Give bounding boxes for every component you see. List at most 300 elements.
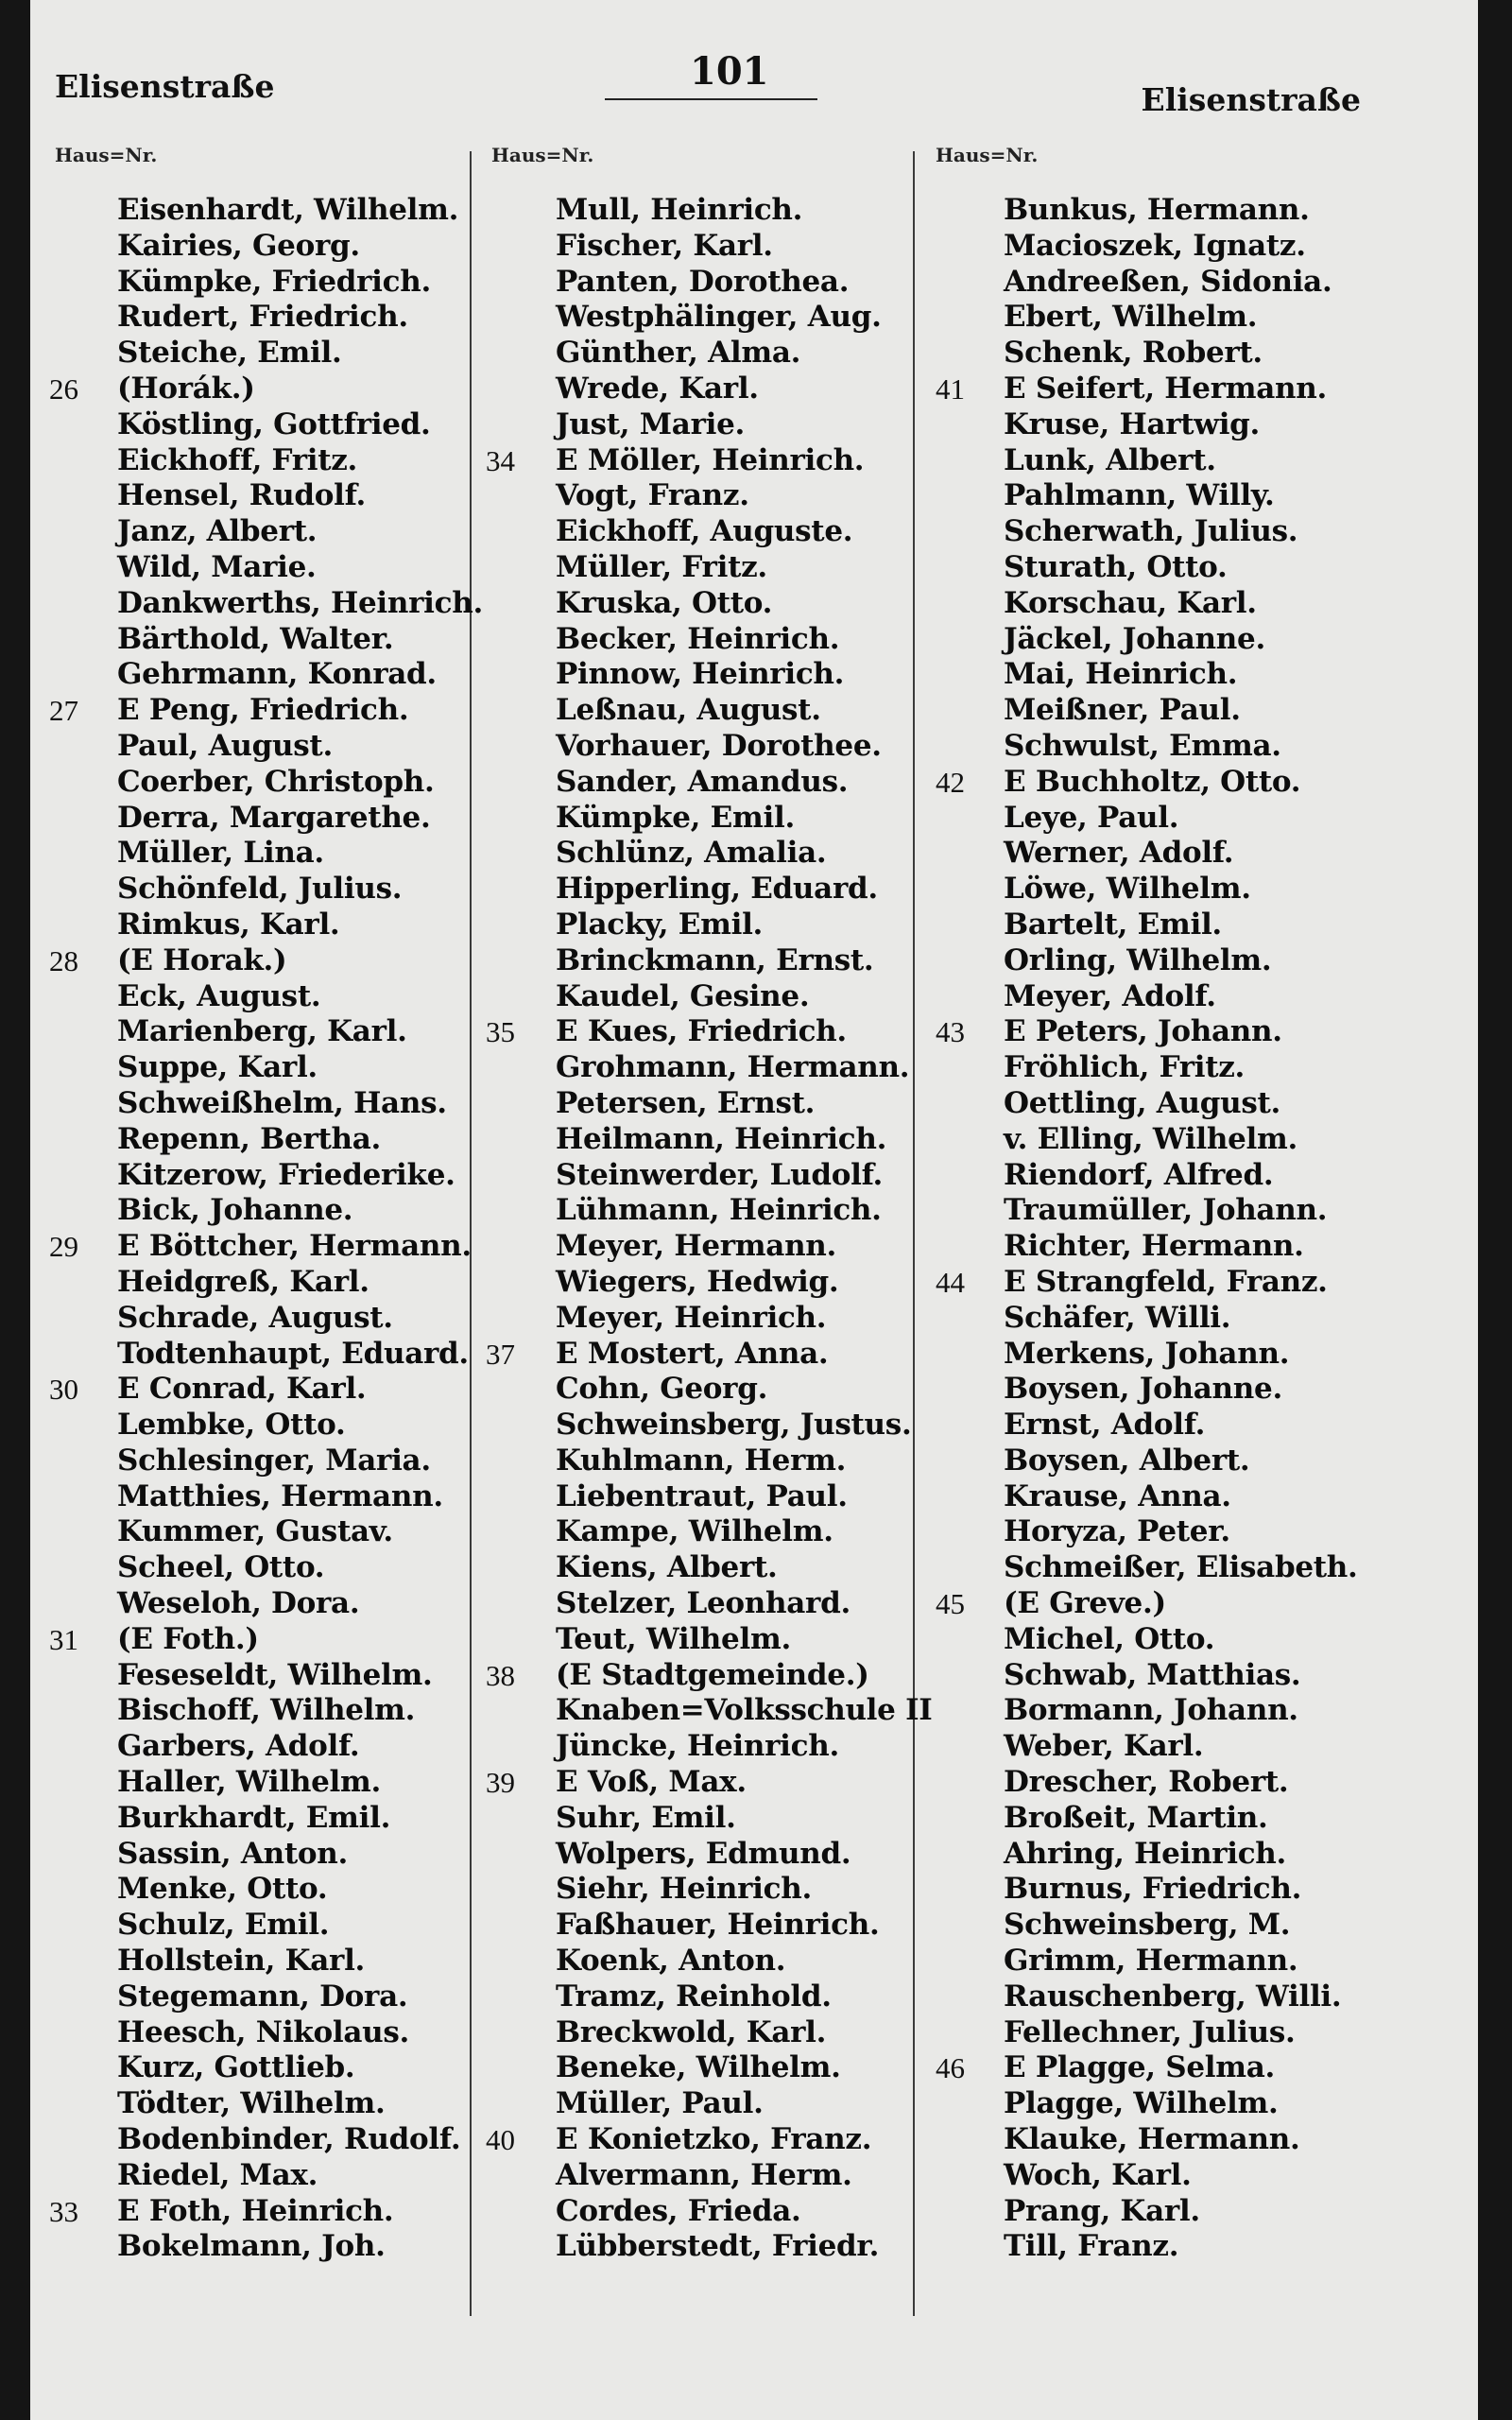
directory-entry (486, 265, 920, 301)
directory-entry (486, 514, 920, 550)
resident-name: Heesch, Nikolaus. (117, 2014, 410, 2049)
directory-entry (486, 1301, 920, 1337)
house-number: 43 (936, 1015, 965, 1049)
resident-name: Jäckel, Johanne. (1004, 621, 1265, 656)
resident-name: (E Foth.) (117, 1621, 259, 1656)
directory-entry (486, 908, 920, 943)
resident-name: Merkens, Johann. (1004, 1336, 1290, 1371)
resident-name: Coerber, Christoph. (117, 764, 435, 799)
directory-entry (486, 586, 920, 622)
resident-name: Boysen, Albert. (1004, 1443, 1250, 1478)
resident-name: Michel, Otto. (1004, 1621, 1215, 1656)
resident-name: Bischoff, Wilhelm. (117, 1693, 416, 1728)
house-number: 41 (936, 372, 965, 406)
house-number: 42 (936, 765, 965, 799)
directory-entry (49, 1765, 470, 1801)
resident-name: Tödter, Wilhelm. (117, 2086, 386, 2121)
directory-entry (49, 1586, 470, 1622)
directory-entry (936, 1193, 1380, 1229)
directory-entry (936, 729, 1380, 765)
resident-name: Gehrmann, Konrad. (117, 657, 437, 692)
directory-entry (486, 1514, 920, 1550)
resident-name: Schenk, Robert. (1004, 336, 1263, 371)
resident-name: Garbers, Adolf. (117, 1729, 360, 1764)
resident-name: Kruska, Otto. (556, 585, 773, 620)
resident-name: Pahlmann, Willy. (1004, 478, 1275, 513)
directory-entry (49, 872, 470, 908)
resident-name: E Böttcher, Hermann. (117, 1229, 472, 1264)
resident-name: Brinckmann, Ernst. (556, 942, 874, 977)
directory-entry (936, 657, 1380, 693)
directory-entry (936, 1979, 1380, 2015)
directory-entry (486, 229, 920, 265)
directory-entry (49, 765, 470, 801)
scan-border-right (1478, 0, 1512, 2420)
directory-entry (486, 1479, 920, 1515)
resident-name: Rudert, Friedrich. (117, 300, 408, 335)
resident-name: Kummer, Gustav. (117, 1514, 393, 1549)
directory-entry (936, 1229, 1380, 1265)
resident-name: E Plagge, Selma. (1004, 2050, 1276, 2085)
directory-entry (486, 1944, 920, 1979)
directory-entry (486, 2229, 920, 2265)
directory-entry (49, 550, 470, 586)
resident-name: Sassin, Anton. (117, 1836, 348, 1871)
resident-name: Stelzer, Leonhard. (556, 1586, 850, 1621)
directory-entry (936, 1944, 1380, 1979)
resident-name: Jüncke, Heinrich. (556, 1729, 839, 1764)
directory-entry (486, 729, 920, 765)
resident-name: E Buchholtz, Otto. (1004, 764, 1301, 799)
resident-name: Oettling, August. (1004, 1085, 1280, 1120)
resident-name: Riedel, Max. (117, 2157, 318, 2192)
resident-name: Vorhauer, Dorothee. (556, 728, 882, 763)
directory-entry (486, 372, 920, 407)
resident-name: E Seifert, Hermann. (1004, 371, 1328, 406)
directory-entry (49, 1944, 470, 1979)
directory-entry (936, 1479, 1380, 1515)
directory-entry (486, 765, 920, 801)
resident-name: Wild, Marie. (117, 549, 317, 584)
resident-name: Paul, August. (117, 728, 333, 763)
resident-name: Leßnau, August. (556, 693, 821, 728)
directory-entry (486, 1979, 920, 2015)
resident-name: E Kues, Friedrich. (556, 1014, 847, 1049)
directory-entry (486, 1086, 920, 1122)
house-number: 39 (486, 1766, 515, 1800)
scan-border-left (0, 0, 30, 2420)
resident-name: Schweißhelm, Hans. (117, 1085, 447, 1120)
resident-name: Weber, Karl. (1004, 1729, 1204, 1764)
directory-entry (49, 1122, 470, 1158)
directory-entry (936, 1658, 1380, 1694)
directory-entry (49, 1014, 470, 1050)
resident-name: Schwab, Matthias. (1004, 1657, 1301, 1692)
directory-entry (49, 1158, 470, 1194)
directory-entry (486, 2015, 920, 2051)
directory-entry (936, 1586, 1380, 1622)
resident-name: Suhr, Emil. (556, 1800, 736, 1835)
house-number: 31 (49, 1622, 78, 1656)
resident-name: Müller, Paul. (556, 2086, 764, 2121)
directory-entry (936, 1765, 1380, 1801)
directory-entry (936, 1837, 1380, 1873)
resident-name: Cohn, Georg. (556, 1372, 768, 1407)
directory-entry (49, 836, 470, 872)
resident-name: E Peters, Johann. (1004, 1014, 1282, 1049)
resident-name: Heilmann, Heinrich. (556, 1121, 887, 1156)
directory-entry (486, 1550, 920, 1586)
directory-entry (49, 585, 483, 622)
directory-entry (49, 265, 470, 301)
house-number: 46 (936, 2051, 965, 2085)
house-number: 44 (936, 1265, 965, 1299)
directory-entry (49, 1514, 470, 1550)
resident-name: E Möller, Heinrich. (556, 442, 865, 477)
directory-entry (486, 300, 920, 336)
directory-entry (49, 1908, 470, 1944)
resident-name: Schrade, August. (117, 1300, 393, 1335)
resident-name: Grohmann, Hermann. (556, 1050, 910, 1085)
directory-entry (49, 908, 470, 943)
directory-entry (486, 478, 920, 514)
resident-name: Faßhauer, Heinrich. (556, 1908, 880, 1943)
resident-name: Bick, Johanne. (117, 1193, 353, 1228)
resident-name: Koenk, Anton. (556, 1944, 786, 1979)
directory-entry (486, 1229, 920, 1265)
resident-name: Suppe, Karl. (117, 1050, 318, 1085)
directory-entry (49, 336, 470, 372)
directory-entry (49, 1872, 470, 1908)
resident-name: Kruse, Hartwig. (1004, 406, 1261, 441)
directory-entry (49, 407, 470, 443)
resident-name: Steinwerder, Ludolf. (556, 1157, 884, 1192)
resident-name: Eickhoff, Auguste. (556, 514, 853, 549)
directory-entry (486, 1193, 920, 1229)
resident-name: Burkhardt, Emil. (117, 1800, 391, 1835)
directory-entry (49, 478, 470, 514)
resident-name: Placky, Emil. (556, 907, 764, 942)
resident-name: Riendorf, Alfred. (1004, 1157, 1274, 1192)
directory-entry (49, 2015, 470, 2051)
resident-name: Plagge, Wilhelm. (1004, 2086, 1279, 2121)
resident-name: Kiens, Albert. (556, 1550, 778, 1585)
resident-name: Fellechner, Julius. (1004, 2014, 1296, 2049)
directory-entry (49, 1372, 470, 1408)
directory-entry (936, 1729, 1380, 1765)
resident-name: Kümpke, Emil. (556, 800, 795, 835)
house-number: 30 (49, 1373, 78, 1407)
resident-name: Schulz, Emil. (117, 1908, 330, 1943)
directory-entry (936, 1622, 1380, 1658)
directory-entry (936, 2015, 1380, 2051)
resident-name: Menke, Otto. (117, 1872, 328, 1907)
resident-name: Haller, Wilhelm. (117, 1765, 381, 1800)
directory-entry (49, 1729, 470, 1765)
column-label-1: Haus=Nr. (55, 144, 158, 166)
resident-name: E Peng, Friedrich. (117, 693, 409, 728)
directory-entry (486, 1658, 920, 1694)
resident-name: Alvermann, Herm. (556, 2157, 852, 2192)
directory-entry (936, 1801, 1380, 1837)
directory-entry (49, 2229, 470, 2265)
directory-entry (49, 2158, 470, 2194)
resident-name: Wiegers, Hedwig. (556, 1264, 839, 1299)
directory-entry (49, 1337, 470, 1373)
directory-entry (936, 300, 1380, 336)
directory-entry (936, 372, 1380, 407)
resident-name: Boysen, Johanne. (1004, 1372, 1282, 1407)
resident-name: Schlünz, Amalia. (556, 836, 827, 871)
directory-entry (936, 693, 1380, 729)
directory-entry (936, 193, 1380, 229)
resident-name: Kurz, Gottlieb. (117, 2050, 355, 2085)
resident-name: Klauke, Hermann. (1004, 2122, 1300, 2157)
resident-name: Woch, Karl. (1004, 2157, 1192, 2192)
resident-name: Drescher, Robert. (1004, 1765, 1289, 1800)
directory-entry (49, 514, 470, 550)
directory-entry (49, 2194, 470, 2230)
resident-name: Rauschenberg, Willi. (1004, 1979, 1342, 2014)
directory-entry (49, 372, 470, 407)
directory-entry (936, 586, 1380, 622)
directory-entry (936, 443, 1380, 479)
resident-name: Matthies, Hermann. (117, 1478, 443, 1513)
directory-entry (486, 2122, 920, 2158)
house-number: 37 (486, 1337, 515, 1371)
directory-entry (486, 801, 920, 837)
resident-name: E Voß, Max. (556, 1765, 747, 1800)
directory-entry (936, 1050, 1380, 1086)
directory-entry (49, 622, 470, 658)
resident-name: Vogt, Franz. (556, 478, 749, 513)
resident-name: Hipperling, Eduard. (556, 872, 878, 907)
resident-name: Kairies, Georg. (117, 228, 360, 263)
resident-name: Westphälinger, Aug. (556, 300, 882, 335)
resident-name: Sturath, Otto. (1004, 549, 1228, 584)
resident-name: Meyer, Hermann. (556, 1229, 837, 1264)
resident-name: Ernst, Adolf. (1004, 1408, 1206, 1443)
directory-entry (49, 1979, 470, 2015)
directory-entry (486, 657, 920, 693)
directory-entry (486, 1729, 920, 1765)
resident-name: Schweinsberg, Justus. (556, 1408, 912, 1443)
directory-entry (49, 193, 470, 229)
directory-entry (936, 1086, 1380, 1122)
resident-name: Beneke, Wilhelm. (556, 2050, 841, 2085)
directory-entry (49, 2122, 470, 2158)
resident-name: Becker, Heinrich. (556, 621, 840, 656)
resident-name: E Foth, Heinrich. (117, 2193, 394, 2228)
resident-name: Pinnow, Heinrich. (556, 657, 845, 692)
directory-entry (486, 1122, 920, 1158)
resident-name: Janz, Albert. (117, 514, 318, 549)
resident-name: Meyer, Adolf. (1004, 978, 1216, 1013)
resident-name: Burnus, Friedrich. (1004, 1872, 1302, 1907)
directory-entry (49, 1229, 470, 1265)
directory-entry (936, 943, 1380, 979)
directory-entry (49, 1693, 470, 1729)
resident-name: Kampe, Wilhelm. (556, 1514, 833, 1549)
resident-name: Krause, Anna. (1004, 1478, 1231, 1513)
resident-column-3 (936, 193, 1380, 2265)
directory-entry (486, 1372, 920, 1408)
resident-name: Tramz, Reinhold. (556, 1979, 832, 2014)
directory-entry (936, 1337, 1380, 1373)
resident-name: Kaudel, Gesine. (556, 978, 810, 1013)
directory-entry (486, 1158, 920, 1194)
directory-entry (49, 1479, 470, 1515)
directory-entry (936, 836, 1380, 872)
directory-entry (936, 801, 1380, 837)
resident-name: Mai, Heinrich. (1004, 657, 1238, 692)
directory-entry (486, 979, 920, 1015)
directory-entry (936, 1014, 1380, 1050)
resident-name: Ebert, Wilhelm. (1004, 300, 1258, 335)
resident-name: Schönfeld, Julius. (117, 872, 403, 907)
house-number: 45 (936, 1587, 965, 1621)
resident-name: Grimm, Hermann. (1004, 1944, 1298, 1979)
resident-name: Traumüller, Johann. (1004, 1193, 1328, 1228)
resident-name: Macioszek, Ignatz. (1004, 228, 1306, 263)
directory-entry (49, 979, 470, 1015)
resident-name: Wrede, Karl. (556, 371, 759, 406)
directory-entry (49, 1443, 470, 1479)
resident-name: Hensel, Rudolf. (117, 478, 367, 513)
house-number: 34 (486, 443, 515, 477)
resident-name: E Konietzko, Franz. (556, 2122, 872, 2157)
resident-name: Scheel, Otto. (117, 1550, 325, 1585)
directory-entry (486, 872, 920, 908)
resident-name: Horyza, Peter. (1004, 1514, 1230, 1549)
directory-entry (486, 943, 920, 979)
directory-entry (486, 1265, 920, 1301)
directory-entry (486, 2050, 920, 2086)
directory-entry (936, 1265, 1380, 1301)
running-header-left: Elisenstraße (55, 68, 275, 105)
resident-name: Bunkus, Hermann. (1004, 193, 1310, 227)
resident-name: Wolpers, Edmund. (556, 1836, 851, 1871)
resident-name: Fröhlich, Fritz. (1004, 1050, 1246, 1085)
directory-entry (936, 2158, 1380, 2194)
directory-entry (936, 336, 1380, 372)
resident-name: Bokelmann, Joh. (117, 2229, 386, 2264)
resident-name: Schwulst, Emma. (1004, 728, 1281, 763)
resident-name: Weseloh, Dora. (117, 1586, 360, 1621)
resident-name: E Conrad, Karl. (117, 1372, 367, 1407)
running-header-right: Elisenstraße (1141, 81, 1361, 118)
resident-name: Liebentraut, Paul. (556, 1478, 848, 1513)
resident-name: Knaben=Volksschule II (556, 1693, 933, 1728)
directory-entry (49, 229, 470, 265)
directory-entry (486, 443, 920, 479)
directory-entry (486, 1337, 920, 1373)
resident-column-2 (486, 193, 933, 2265)
directory-entry (49, 300, 470, 336)
resident-name: Marienberg, Karl. (117, 1014, 407, 1049)
directory-entry (936, 1443, 1380, 1479)
resident-name: Sander, Amandus. (556, 764, 849, 799)
resident-name: Eck, August. (117, 978, 321, 1013)
directory-entry (49, 1265, 470, 1301)
directory-entry (936, 514, 1380, 550)
resident-name: Scherwath, Julius. (1004, 514, 1298, 549)
directory-entry (936, 265, 1380, 301)
house-number: 26 (49, 372, 78, 406)
resident-name: Petersen, Ernst. (556, 1085, 816, 1120)
resident-name: Rimkus, Karl. (117, 907, 340, 942)
resident-name: Schlesinger, Maria. (117, 1443, 431, 1478)
resident-name: Korschau, Karl. (1004, 585, 1257, 620)
resident-name: Schweinsberg, M. (1004, 1908, 1291, 1943)
directory-entry (486, 622, 920, 658)
resident-name: Dankwerths, Heinrich. (117, 585, 483, 620)
directory-entry (486, 336, 920, 372)
directory-entry (49, 1193, 470, 1229)
resident-name: Ahring, Heinrich. (1004, 1836, 1287, 1871)
resident-name: Schmeißer, Elisabeth. (1004, 1550, 1358, 1585)
resident-name: Bormann, Johann. (1004, 1693, 1298, 1728)
directory-entry (936, 2086, 1380, 2122)
resident-name: Kitzerow, Friederike. (117, 1157, 455, 1192)
directory-entry (936, 2050, 1380, 2086)
directory-entry (936, 622, 1380, 658)
resident-name: Heidgreß, Karl. (117, 1264, 369, 1299)
directory-entry (49, 2086, 470, 2122)
resident-name: Müller, Lina. (117, 836, 324, 871)
house-number: 28 (49, 943, 78, 977)
directory-entry (936, 478, 1380, 514)
directory-entry (936, 2229, 1380, 2265)
page-number-rule (605, 98, 817, 100)
house-number: 29 (49, 1230, 78, 1264)
directory-entry (486, 2086, 920, 2122)
column-label-2: Haus=Nr. (491, 144, 594, 166)
directory-entry (486, 836, 920, 872)
resident-name: Lübberstedt, Friedr. (556, 2229, 880, 2264)
house-number: 27 (49, 694, 78, 728)
resident-name: Lühmann, Heinrich. (556, 1193, 882, 1228)
resident-name: Köstling, Gottfried. (117, 406, 431, 441)
resident-name: Steiche, Emil. (117, 336, 342, 371)
resident-name: Panten, Dorothea. (556, 264, 850, 299)
directory-entry (49, 1050, 470, 1086)
directory-entry (49, 801, 470, 837)
resident-name: Teut, Wilhelm. (556, 1621, 791, 1656)
directory-entry (936, 1550, 1380, 1586)
house-number: 33 (49, 2194, 78, 2228)
resident-name: Stegemann, Dora. (117, 1979, 408, 2014)
resident-name: Todtenhaupt, Eduard. (117, 1336, 469, 1371)
directory-entry (936, 1514, 1380, 1550)
directory-entry (486, 1837, 920, 1873)
resident-name: E Mostert, Anna. (556, 1336, 829, 1371)
resident-name: Kümpke, Friedrich. (117, 264, 431, 299)
directory-entry (486, 1586, 920, 1622)
resident-name: Fischer, Karl. (556, 228, 773, 263)
resident-name: (E Horak.) (117, 942, 287, 977)
resident-name: Lunk, Albert. (1004, 442, 1216, 477)
directory-entry (49, 1301, 470, 1337)
house-number: 40 (486, 2123, 515, 2157)
resident-name: Bärthold, Walter. (117, 621, 394, 656)
resident-name: Orling, Wilhelm. (1004, 942, 1272, 977)
resident-name: Breckwold, Karl. (556, 2014, 827, 2049)
directory-entry (49, 1837, 470, 1873)
resident-name: Cordes, Frieda. (556, 2193, 801, 2228)
directory-entry (936, 1158, 1380, 1194)
directory-entry (936, 1872, 1380, 1908)
